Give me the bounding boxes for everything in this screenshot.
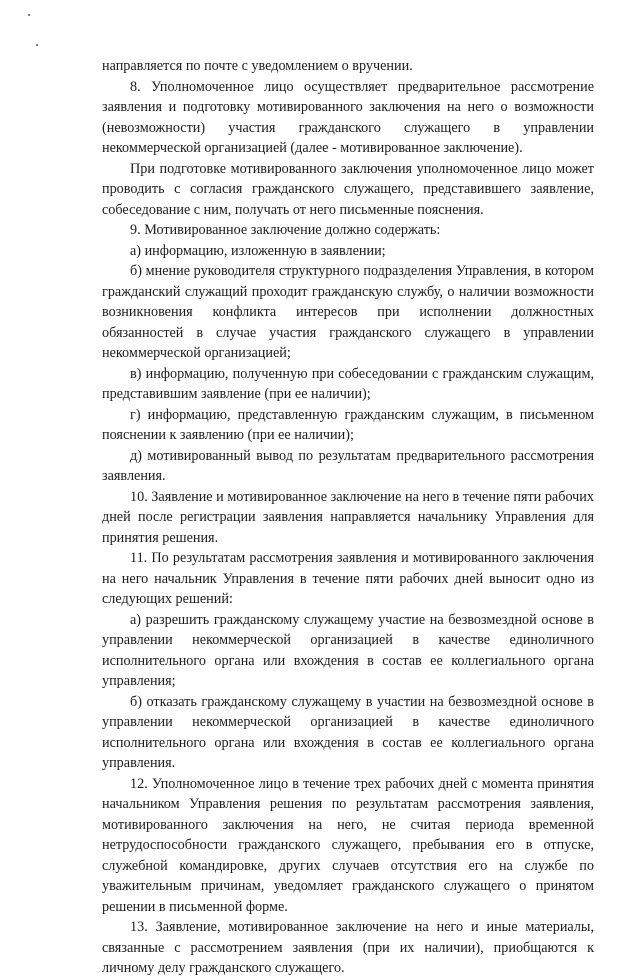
paragraph-13: 13. Заявление, мотивированное заключение на него и иные материалы, связанные с рассмотрением заявления (при их наличии), приобщаются к личному делу гражданского служащего. bbox=[102, 919, 594, 976]
scan-mark bbox=[28, 14, 30, 16]
paragraph-11: 11. По результатам рассмотрения заявления и мотивированного заключения на него начальник Управления в течение пяти рабочих дней выносит одно из следующих решений: bbox=[102, 550, 594, 607]
paragraph-12: 12. Уполномоченное лицо в течение трех рабочих дней с момента принятия начальником Управления решения по результатам рассмотрения заявления, мотивированного заключения на него, не считая периода временной нетрудоспособности гражданского служащего, пребывания его в отпуске, служебной командировке, других случаев отсутствия его на службе по уважительным причинам, уведомляет гражданского служащего о принятом решении в письменной форме. bbox=[102, 775, 594, 915]
paragraph-9-g: г) информацию, представленную гражданским служащим, в письменном пояснении к заявлению (при ее наличии); bbox=[102, 406, 594, 443]
scan-mark bbox=[36, 44, 38, 46]
paragraph-8: 8. Уполномоченное лицо осуществляет предварительное рассмотрение заявления и подготовку мотивированного заключения на него о возможности (невозможности) участия гражданского служащего в управлении некоммерческой организацией (далее - мотивированное заключение). bbox=[102, 78, 594, 156]
paragraph-9: 9. Мотивированное заключение должно содержать: bbox=[130, 222, 441, 238]
document-page bbox=[102, 56, 594, 979]
paragraph-11-a: а) разрешить гражданскому служащему участие на безвозмездной основе в управлении некоммерческой организацией в качестве единоличного исполнительного органа или вхождения в состав ее коллегиального органа управления; bbox=[102, 611, 594, 689]
paragraph-9-v: в) информацию, полученную при собеседовании с гражданским служащим, представившим заявление (при ее наличии); bbox=[102, 365, 594, 402]
paragraph-9-a: а) информацию, изложенную в заявлении; bbox=[130, 242, 386, 259]
paragraph-11-b: б) отказать гражданскому служащему в участии на безвозмездной основе в управлении некоммерческой организацией в качестве единоличного исполнительного органа или вхождения в состав ее коллегиального органа управления. bbox=[102, 693, 594, 771]
paragraph-9-d: д) мотивированный вывод по результатам предварительного рассмотрения заявления. bbox=[102, 447, 594, 484]
paragraph-9-b: б) мнение руководителя структурного подразделения Управления, в котором гражданский служащий проходит гражданскую службу, о наличии возможности возникновения конфликта интересов при исполнении должностных обязанностей в случае участия гражданского служащего в управлении некоммерческой организацией; bbox=[102, 263, 594, 361]
paragraph-8-note: При подготовке мотивированного заключения уполномоченное лицо может проводить с согласия гражданского служащего, представившего заявление, собеседование с ним, получать от него письменные пояснения. bbox=[102, 160, 594, 218]
paragraph-10: 10. Заявление и мотивированное заключение на него в течение пяти рабочих дней после регистрации заявления направляется начальнику Управления для принятия решения. bbox=[102, 488, 594, 546]
paragraph-continuation: направляется по почте с уведомлением о вручении. bbox=[102, 58, 413, 74]
